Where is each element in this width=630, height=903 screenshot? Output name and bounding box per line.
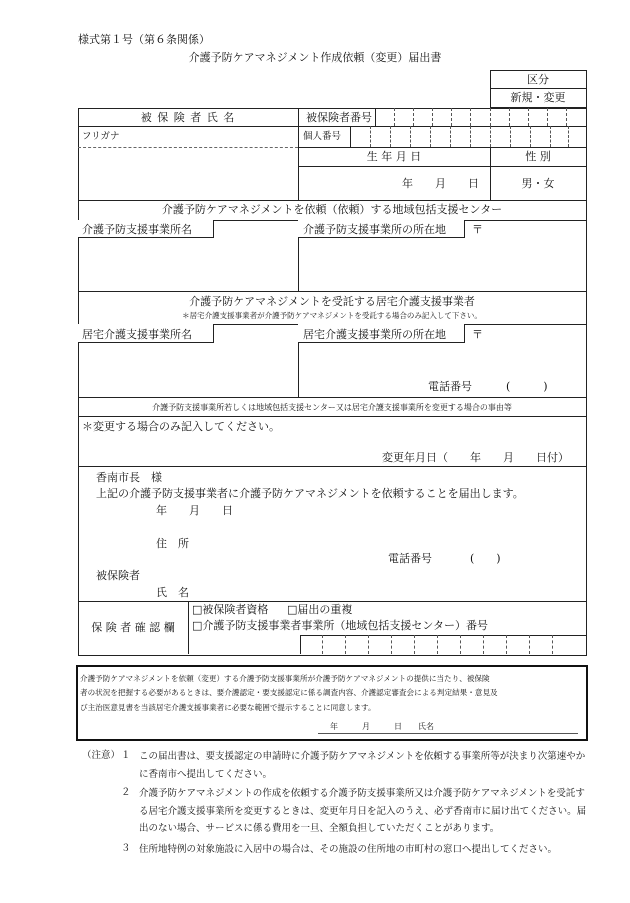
- home-care-office-field[interactable]: [80, 344, 296, 394]
- check-duplicate[interactable]: □届出の重複: [287, 603, 353, 616]
- insurer-check-label: 保 険 者 確 認 欄: [91, 621, 175, 634]
- furigana-label: フリガナ: [82, 131, 120, 142]
- consent-line: 者の状況を把握する必要があるときは、要介護認定・要支援認定に係る調査内容、介護認定審査会による判定結果・意見及: [80, 688, 498, 698]
- consent-text: [80, 672, 498, 715]
- birth-date-value[interactable]: 年 月 日: [402, 177, 479, 190]
- change-note: ＊変更する場合のみ記入してください。: [82, 420, 280, 433]
- addressee: 香南市長 様: [96, 471, 162, 484]
- notes-heading: （注意）: [82, 750, 121, 761]
- check-office-number[interactable]: □介護予防支援事業者事業所（地域包括支援センター）番号: [192, 619, 488, 632]
- declarant-phone-value[interactable]: ( ): [470, 552, 501, 565]
- change-heading: 介護予防支援事業所若しくは地域包括支援センター又は居宅介護支援事業所を変更する場合の事由等: [152, 403, 512, 412]
- declaration-statement: 上記の介護予防支援事業者に介護予防ケアマネジメントを依頼することを届出します。: [96, 487, 524, 500]
- category-value[interactable]: 新規・変更: [510, 91, 566, 104]
- postal-mark: 〒: [472, 328, 483, 341]
- insured-name-label: 被 保 険 者 氏 名: [140, 111, 236, 124]
- center-office-field[interactable]: [80, 240, 296, 290]
- center-address-field[interactable]: [300, 240, 584, 290]
- declaration-date[interactable]: 年 月 日: [156, 504, 233, 517]
- address-label: 住 所: [156, 537, 189, 550]
- home-care-address-label: 居宅介護支援事業所の所在地: [303, 328, 446, 341]
- note-number: １: [121, 750, 131, 761]
- check-insured-qualification[interactable]: □被保険者資格: [192, 603, 269, 616]
- center-office-label: 介護予防支援事業所名: [82, 223, 192, 236]
- change-date-line[interactable]: 変更年月日（ 年 月 日付）: [382, 451, 569, 464]
- home-care-heading: 介護予防ケアマネジメントを受託する居宅介護支援事業者: [189, 295, 475, 308]
- center-heading: 介護予防ケアマネジメントを依頼（依頼）する地域包括支援センター: [161, 203, 503, 216]
- form-title: 介護予防ケアマネジメント作成依頼（変更）届出書: [188, 51, 442, 64]
- insured-number-label: 被保険者番号: [306, 111, 372, 124]
- sex-value[interactable]: 男・女: [521, 177, 555, 190]
- personal-number-label: 個人番号: [303, 131, 342, 142]
- consent-line: 介護予防ケアマネジメントを依頼（変更）する介護予防支援事業所が介護予防ケアマネジメントの提供に当たり、被保険: [80, 674, 490, 683]
- signer-name-label: 氏 名: [156, 586, 189, 599]
- consent-line: び主治医意見書を当該居宅介護支援事業者に必要な範囲で提示することに同意します。: [80, 702, 376, 712]
- home-care-phone-label: 電話番号: [428, 380, 472, 393]
- declarant-phone-label: 電話番号: [388, 552, 432, 565]
- home-care-note: ＊居宅介護支援事業者が介護予防ケアマネジメントを受託する場合のみ記入して下さい。: [182, 311, 482, 320]
- note-number: ２: [121, 787, 131, 798]
- home-care-phone-value[interactable]: ( ): [506, 380, 548, 393]
- insured-name-field[interactable]: [80, 150, 296, 198]
- sex-label: 性 別: [525, 150, 551, 163]
- note-item-1: この届出書は、要支援認定の申請時に介護予防ケアマネジメントを依頼する事業所等が決まり次第速やかに香南市へ提出してください。: [139, 751, 586, 780]
- category-label: 区分: [527, 73, 549, 86]
- note-item-3: 住所地特例の対象施設に入居中の場合は、その施設の住所地の市町村の窓口へ提出してください。: [139, 844, 558, 855]
- consent-sign-line[interactable]: 年 月 日 氏名: [330, 722, 434, 731]
- birth-date-label: 生 年 月 日: [366, 150, 422, 163]
- home-care-office-label: 居宅介護支援事業所名: [82, 328, 192, 341]
- form-number: 様式第１号（第６条関係）: [78, 33, 210, 46]
- center-address-label: 介護予防支援事業所の所在地: [303, 223, 446, 236]
- postal-mark: 〒: [472, 223, 483, 236]
- note-number: ３: [121, 843, 131, 854]
- note-item-2: 介護予防ケアマネジメントの作成を依頼する介護予防支援事業所又は介護予防ケアマネジメントを受託する居宅介護支援事業所を変更するときは、変更年月日を記入のうえ、必ず香南市に届け出てください。届出のない場合、サービスに係る費用を一旦、全額負担していただくことがあります。: [139, 788, 587, 835]
- insured-label: 被保険者: [96, 569, 140, 582]
